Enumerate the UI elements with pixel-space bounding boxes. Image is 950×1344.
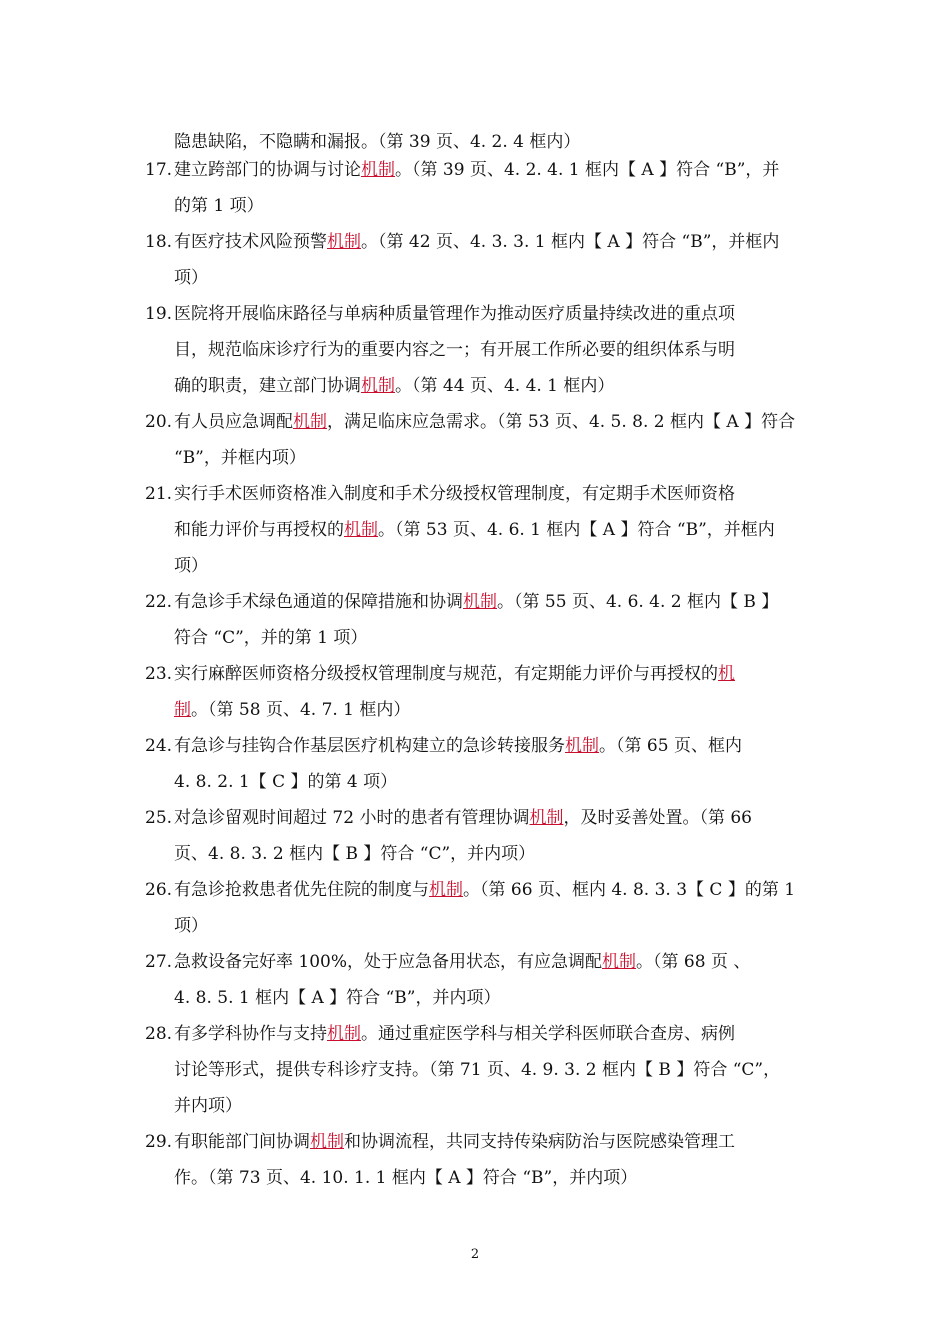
text-segment: ，及时妥善处置。（第 66	[563, 808, 752, 828]
item-number: 28.	[145, 1024, 173, 1044]
item-number: 17.	[145, 160, 173, 180]
text-segment: 项）	[174, 916, 208, 936]
item-number: 20.	[145, 412, 173, 432]
text-line	[174, 296, 735, 332]
text-segment: 。（第 68 页 、	[636, 952, 751, 972]
text-segment: 讨论等形式，提供专科诊疗支持。（第 71 页、4. 9. 3. 2 框内【 B 】符合 “C”，	[174, 1060, 781, 1080]
text-line	[174, 368, 614, 404]
text-segment: 。（第 66 页、框内 4. 8. 3. 3【 C 】的第 1	[463, 880, 796, 900]
text-segment: 建立跨部门的协调与讨论	[174, 160, 361, 180]
highlighted-term: 机制	[327, 232, 361, 252]
highlighted-term: 制	[174, 700, 191, 720]
text-segment: 作。（第 73 页、4. 10. 1. 1 框内【 A 】符合 “B”，并内项）	[174, 1168, 638, 1188]
text-segment: 页、4. 8. 3. 2 框内【 B 】符合 “C”，并内项）	[174, 844, 536, 864]
text-segment: 有急诊抢救患者优先住院的制度与	[174, 880, 429, 900]
text-line	[174, 260, 208, 296]
item-number: 18.	[145, 232, 173, 252]
text-segment: 。（第 58 页、4. 7. 1 框内）	[191, 700, 411, 720]
text-segment: 对急诊留观时间超过 72 小时的患者有管理协调	[174, 808, 530, 828]
text-segment: 隐患缺陷，不隐瞒和漏报。（第 39 页、4. 2. 4 框内）	[174, 132, 581, 152]
text-segment: 项）	[174, 268, 208, 288]
text-line	[174, 512, 775, 548]
text-line	[174, 584, 778, 620]
text-segment: 。（第 39 页、4. 2. 4. 1 框内【 A 】符合 “B”，并	[395, 160, 780, 180]
text-line	[174, 728, 742, 764]
highlighted-term: 机制	[429, 880, 463, 900]
text-segment: 有医疗技术风险预警	[174, 232, 327, 252]
item-number: 27.	[145, 952, 173, 972]
item-number: 25.	[145, 808, 173, 828]
text-segment: 4. 8. 5. 1 框内【 A 】符合 “B”，并内项）	[174, 988, 501, 1008]
text-segment: 确的职责，建立部门协调	[174, 376, 361, 396]
text-line	[174, 440, 306, 476]
text-line	[174, 836, 535, 872]
text-segment: 。（第 53 页、4. 6. 1 框内【 A 】符合 “B”，并框内	[378, 520, 775, 540]
text-segment: 符合 “C”，并的第 1 项）	[174, 628, 368, 648]
text-segment: ，满足临床应急需求。（第 53 页、4. 5. 8. 2 框内【 A 】符合	[327, 412, 796, 432]
text-segment: 并内项）	[174, 1096, 242, 1116]
text-line	[174, 764, 397, 800]
text-segment: 医院将开展临床路径与单病种质量管理作为推动医疗质量持续改进的重点项	[174, 304, 735, 324]
item-number: 21.	[145, 484, 173, 504]
text-segment: 。（第 65 页、框内	[599, 736, 742, 756]
page-number: 2	[470, 1247, 480, 1262]
text-segment: 有急诊与挂钩合作基层医疗机构建立的急诊转接服务	[174, 736, 565, 756]
highlighted-term: 机	[718, 664, 735, 684]
text-line	[174, 1052, 780, 1088]
text-line	[174, 332, 735, 368]
item-number: 29.	[145, 1132, 173, 1152]
text-line	[174, 656, 735, 692]
text-line	[174, 404, 795, 440]
text-segment: 。通过重症医学科与相关学科医师联合查房、病例	[361, 1024, 735, 1044]
item-number: 22.	[145, 592, 173, 612]
highlighted-term: 机制	[565, 736, 599, 756]
text-line	[174, 548, 208, 584]
text-line	[174, 944, 750, 980]
highlighted-term: 机制	[602, 952, 637, 972]
text-segment: “B”，并框内项）	[174, 448, 306, 468]
highlighted-term: 机制	[463, 592, 497, 612]
text-line	[174, 224, 779, 260]
text-segment: 目，规范临床诊疗行为的重要内容之一；有开展工作所必要的组织体系与明	[174, 340, 735, 360]
highlighted-term: 机制	[310, 1132, 344, 1152]
text-line	[174, 908, 208, 944]
text-line	[174, 872, 795, 908]
text-segment: 和协调流程，共同支持传染病防治与医院感染管理工	[344, 1132, 735, 1152]
text-segment: 有多学科协作与支持	[174, 1024, 327, 1044]
text-segment: 有职能部门间协调	[174, 1132, 310, 1152]
text-line	[174, 1088, 242, 1124]
text-segment: 。（第 55 页、4. 6. 4. 2 框内【 B 】	[497, 592, 779, 612]
item-number: 23.	[145, 664, 173, 684]
text-line	[174, 152, 779, 188]
text-line	[174, 620, 367, 656]
text-line	[174, 692, 410, 728]
text-segment: 实行手术医师资格准入制度和手术分级授权管理制度，有定期手术医师资格	[174, 484, 735, 504]
text-line	[174, 980, 500, 1016]
text-segment: 有人员应急调配	[174, 412, 293, 432]
text-segment: 实行麻醉医师资格分级授权管理制度与规范，有定期能力评价与再授权的	[174, 664, 718, 684]
text-segment: 4. 8. 2. 1【 C 】的第 4 项）	[174, 772, 398, 792]
highlighted-term: 机制	[327, 1024, 361, 1044]
text-segment: 。（第 42 页、4. 3. 3. 1 框内【 A 】符合 “B”，并框内	[361, 232, 780, 252]
item-number: 24.	[145, 736, 173, 756]
highlighted-term: 机制	[361, 160, 395, 180]
item-number: 26.	[145, 880, 173, 900]
text-line	[174, 1016, 735, 1052]
highlighted-term: 机制	[293, 412, 327, 432]
text-line	[174, 800, 752, 836]
highlighted-term: 机制	[529, 808, 564, 828]
text-line	[174, 476, 735, 512]
text-segment: 。（第 44 页、4. 4. 1 框内）	[395, 376, 615, 396]
text-segment: 急救设备完好率 100%，处于应急备用状态，有应急调配	[174, 952, 603, 972]
text-segment: 项）	[174, 556, 208, 576]
highlighted-term: 机制	[361, 376, 395, 396]
highlighted-term: 机制	[344, 520, 378, 540]
text-line	[174, 1160, 637, 1196]
item-number: 19.	[145, 304, 173, 324]
text-segment: 有急诊手术绿色通道的保障措施和协调	[174, 592, 463, 612]
text-segment: 和能力评价与再授权的	[174, 520, 344, 540]
text-line	[174, 188, 264, 224]
text-segment: 的第 1 项）	[174, 196, 264, 216]
text-line	[174, 1124, 735, 1160]
